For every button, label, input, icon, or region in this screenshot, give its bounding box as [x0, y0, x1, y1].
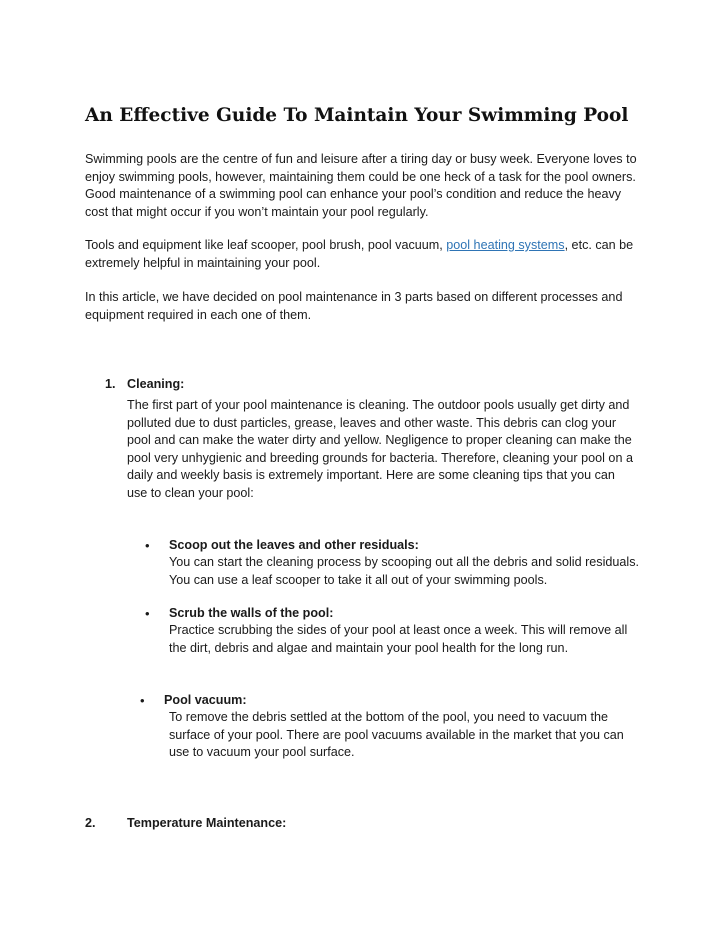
bullet-body-scoop: You can start the cleaning process by scooping out all the debris and solid residuals. You can use a leaf scooper to take it all out of your swimming pools. — [169, 555, 639, 587]
bullet-marker: • — [145, 538, 150, 553]
bullet-marker: • — [140, 693, 145, 708]
tools-paragraph — [85, 237, 645, 272]
section-number: 2. — [85, 816, 96, 830]
page-title: An Effective Guide To Maintain Your Swimming Pool — [85, 105, 629, 126]
pool-heating-systems-link[interactable]: pool heating systems — [446, 238, 565, 252]
bullet-heading-scoop: Scoop out the leaves and other residuals: — [169, 538, 419, 552]
article-paragraph: In this article, we have decided on pool maintenance in 3 parts based on different processes and equipment required in each one of them. — [85, 290, 623, 322]
cleaning-paragraph: The first part of your pool maintenance is cleaning. The outdoor pools usually get dirty and polluted due to dust particles, grease, leaves and other waste. This debris can clog your pool and can make the water dirty and yellow. Negligence to proper cleaning can make the pool very unhygienic and breeding grounds for bacteria. Therefore, cleaning your pool on a daily and weekly basis is extremely important. Here are some cleaning tips that you can use to clean your pool: — [127, 398, 633, 500]
tools-paragraph-text-before: Tools and equipment like leaf scooper, pool brush, pool vacuum, — [85, 238, 447, 252]
bullet-body-vacuum: To remove the debris settled at the bottom of the pool, you need to vacuum the surface of your pool. There are pool vacuums available in the market that you can use to vacuum your pool surface. — [169, 710, 624, 760]
tools-paragraph-text-after: , etc. can be extremely helpful in maintaining your pool. — [85, 238, 634, 270]
section-number: 1. — [105, 377, 116, 391]
bullet-heading-vacuum: Pool vacuum: — [164, 693, 247, 707]
intro-paragraph: Swimming pools are the centre of fun and leisure after a tiring day or busy week. Everyone loves to enjoy swimming pools, however, maintaining them could be one heck of a task for the pool owners. Good maintenance of a swimming pool can enhance your pool’s condition and reduce the heavy cost that might occur if you won’t maintain your pool regularly. — [85, 152, 637, 219]
bullet-body-scrub: Practice scrubbing the sides of your pool at least once a week. This will remove all the dirt, debris and algae and maintain your pool health for the long run. — [169, 623, 628, 655]
section-heading-temperature: Temperature Maintenance: — [127, 816, 287, 830]
section-heading-cleaning: Cleaning: — [127, 377, 185, 391]
bullet-marker: • — [145, 606, 150, 621]
bullet-heading-scrub: Scrub the walls of the pool: — [169, 606, 334, 620]
